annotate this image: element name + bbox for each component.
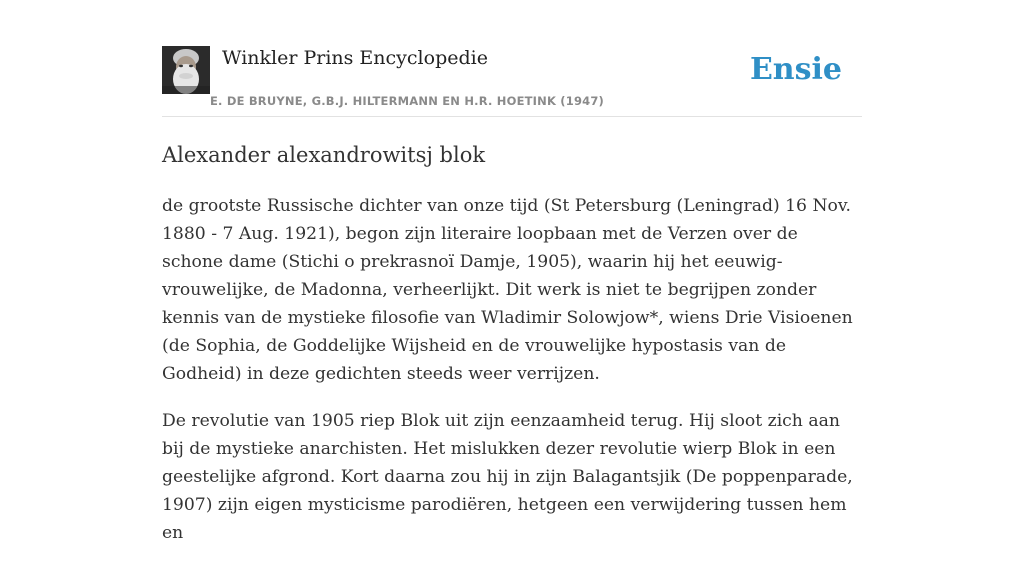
ensie-logo-link[interactable]: Ensie [749, 52, 842, 87]
article-title: Alexander alexandrowitsj blok [162, 143, 486, 167]
publication-authors: E. DE BRUYNE, G.B.J. HILTERMANN EN H.R. HOETINK (1947) [210, 94, 605, 108]
article-body [162, 192, 862, 566]
article-paragraph: De revolutie van 1905 riep Blok uit zijn eenzaamheid terug. Hij sloot zich aan bij de mystieke anarchisten. Het mislukken dezer revolutie wierp Blok in een geestelijke afgrond. Kort daarna zou hij in zijn Balagantsjik (De poppenparade, 1907) zijn eigen mysticisme parodiëren, hetgeen een verwijdering tussen hem en [162, 411, 853, 543]
bearded-man-portrait-avatar[interactable] [162, 46, 210, 94]
article-paragraph: de grootste Russische dichter van onze tijd (St Petersburg (Leningrad) 16 Nov. 1880 - 7 Aug. 1921), begon zijn literaire loopbaan met de Verzen over de schone dame (Stichi o prekrasnoï Damje, 1905), waarin hij het eeuwig-vrouwelijke, de Madonna, verheerlijkt. Dit werk is niet te begrijpen zonder kennis van de mystieke filosofie van Wladimir Solowjow*, wiens Drie Visioenen (de Sophia, de Goddelijke Wijsheid en de vrouwelijke hypostasis van de Godheid) in deze gedichten steeds weer verrijzen. [162, 196, 853, 384]
publication-header [162, 46, 862, 117]
publication-title[interactable]: Winkler Prins Encyclopedie [222, 47, 488, 69]
